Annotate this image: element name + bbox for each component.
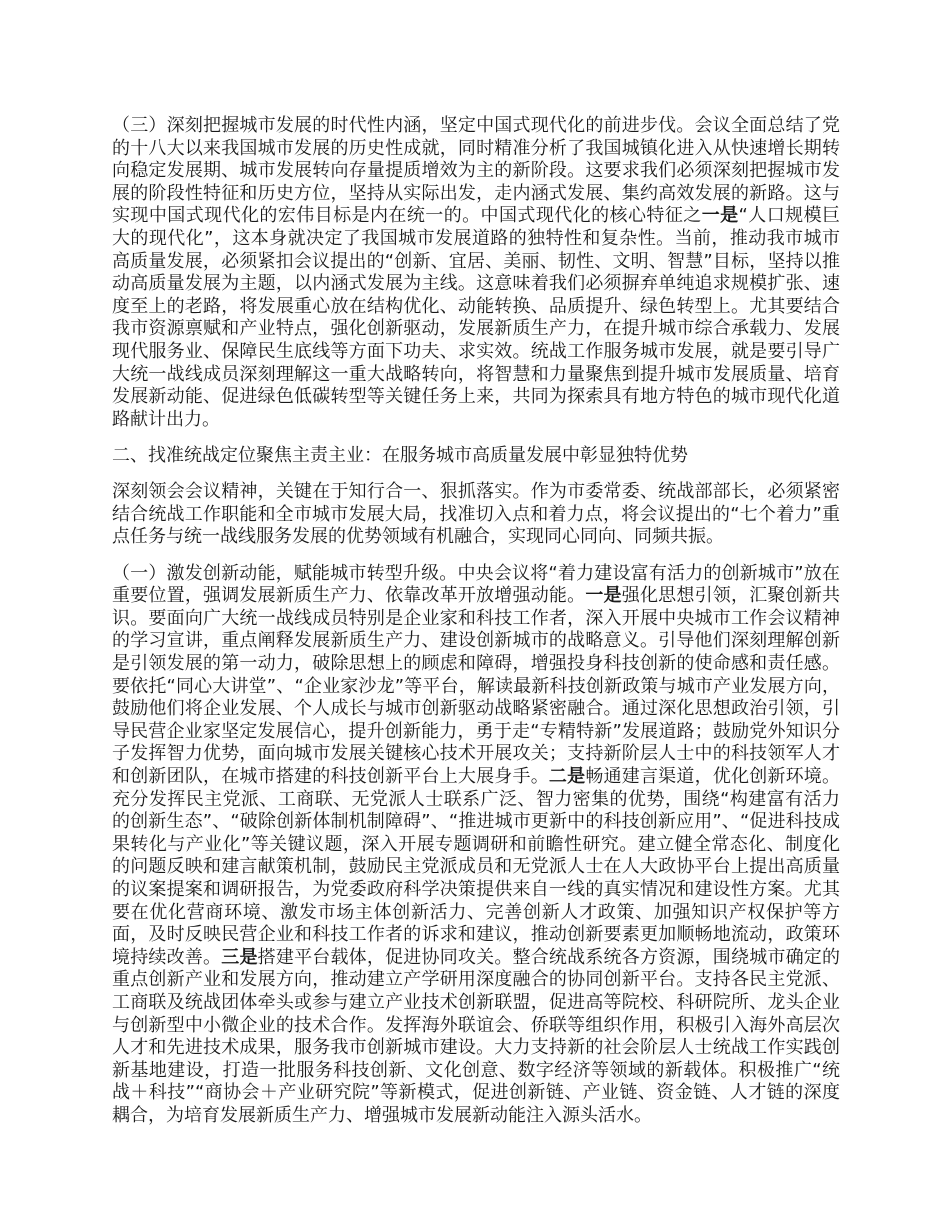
text-run: 搭建平台载体，促进协同攻关。整合统战系统各方资源，围绕城市确定的重点创新产业和发展方向，推动建立产学研用深度融合的协同创新平台。支持各民主党派、工商联及统战团体牵头或参与建立产业技术创新联盟，促进高等院校、科研院所、龙头企业与创新型中小微企业的技术合作。发挥海外联谊会、侨联等组织作用，积极引入海外高层次人才和先进技术成果，服务我市创新城市建设。大力支持新的社会阶层人士统战工作实践创新基地建设，打造一批服务科技创新、文化创意、数字经济等领域的新载体。积极推广“统战＋科技”“商协会＋产业研究院”等新模式，促进创新链、产业链、资金链、人才链的深度耦合，为培育发展新质生产力、增强城市发展新动能注入源头活水。 xyxy=(112,946,841,1126)
text-run: （一）激发创新动能，赋能城市转型升级。中央会议将“着力建设富有活力的创新城市”放在重要位置，强调发展新质生产力、依靠改革开放增强动能。 xyxy=(112,562,840,607)
emphasis-run: 一是 xyxy=(701,205,739,227)
text-run: “人口规模巨大的现代化”，这本身就决定了我国城市发展道路的独特性和复杂性。当前，推动我市城市高质量发展，必须紧扣会议提出的“创新、宜居、美丽、韧性、文明、智慧”目标，坚持以推动高质量发展为主题，以内涵式发展为主线。这意味着我们必须摒弃单纯追求规模扩张、速度至上的老路，将发展重心放在结构优化、动能转换、品质提升、绿色转型上。尤其要结合我市资源禀赋和产业特点，强化创新驱动，发展新质生产力，在提升城市综合承载力、发展现代服务业、保障民生底线等方面下功夫、求实效。统战工作服务城市发展，就是要引导广大统一战线成员深刻理解这一重大战略转向，将智慧和力量聚焦到提升城市发展质量、培育发展新动能、促进绿色低碳转型等关键任务上来，共同为探索具有地方特色的城市现代化道路献计出力。 xyxy=(112,205,841,430)
text-run: 强化思想引领，汇聚创新共识。要面向广大统一战线成员特别是企业家和科技工作者，深入开展中央城市工作会议精神的学习宣讲，重点阐释发展新质生产力、建设创新城市的战略意义。引导他们深刻理解创新是引领发展的第一动力，破除思想上的顾虑和障碍，增强投身科技创新的使命感和责任感。要依托“同心大讲堂”、“企业家沙龙”等平台，解读最新科技创新政策与城市产业发展方向，鼓励他们将企业发展、个人成长与城市创新驱动战略紧密融合。通过深化思想政治引领，引导民营企业家坚定发展信心，提升创新能力，勇于走“专精特新”发展道路；鼓励党外知识分子发挥智力优势，面向城市发展关键核心技术开展攻关；支持新阶层人士中的科技领军人才和创新团队，在城市搭建的科技创新平台上大展身手。 xyxy=(112,585,841,788)
heading-text: 二、找准统战定位聚焦主责主业：在服务城市高质量发展中彰显独特优势 xyxy=(112,445,688,467)
emphasis-run: 三是 xyxy=(221,946,258,968)
text-run: （三）深刻把握城市发展的时代性内涵，坚定中国式现代化的前进步伐。会议全面总结了党的十八大以来我国城市发展的历史性成就，同时精准分析了我国城镇化进入从快速增长期转向稳定发展期、城市发展转向存量提质增效为主的新阶段。这要求我们必须深刻把握城市发展的阶段性特征和历史方位，坚持从实际出发，走内涵式发展、集约高效发展的新路。这与实现中国式现代化的宏伟目标是内在统一的。中国式现代化的核心特征之 xyxy=(112,115,840,227)
emphasis-run: 二是 xyxy=(548,766,586,788)
text-run: 深刻领会会议精神，关键在于知行合一、狠抓落实。作为市委常委、统战部部长，必须紧密结合统战工作职能和全市城市发展大局，找准切入点和着力点，将会议提出的“七个着力”重点任务与统一战线服务发展的优势领域有机融合，实现同心同向、同频共振。 xyxy=(112,480,840,548)
emphasis-run: 一是 xyxy=(585,585,622,607)
paragraph-intro xyxy=(112,481,840,549)
document-page xyxy=(112,115,840,1128)
paragraph-section-3 xyxy=(112,115,840,431)
text-run: 畅通建言渠道，优化创新环境。充分发挥民主党派、工商联、无党派人士联系广泛、智力密集的优势，围绕“构建富有活力的创新生态”、“破除创新体制机制障碍”、“推进城市更新中的科技创新应用”、“促进科技成果转化与产业化”等关键议题，深入开展专题调研和前瞻性研究。建立健全常态化、制度化的问题反映和建言献策机制，鼓励民主党派成员和无党派人士在人大政协平台上提出高质量的议案提案和调研报告，为党委政府科学决策提供来自一线的真实情况和建设性方案。尤其要在优化营商环境、激发市场主体创新活力、完善创新人才政策、加强知识产权保护等方面，及时反映民营企业和科技工作者的诉求和建议，推动创新要素更加顺畅地流动，政策环境持续改善。 xyxy=(112,766,841,968)
section-heading-2 xyxy=(112,445,840,468)
paragraph-subsection-1 xyxy=(112,563,840,1128)
